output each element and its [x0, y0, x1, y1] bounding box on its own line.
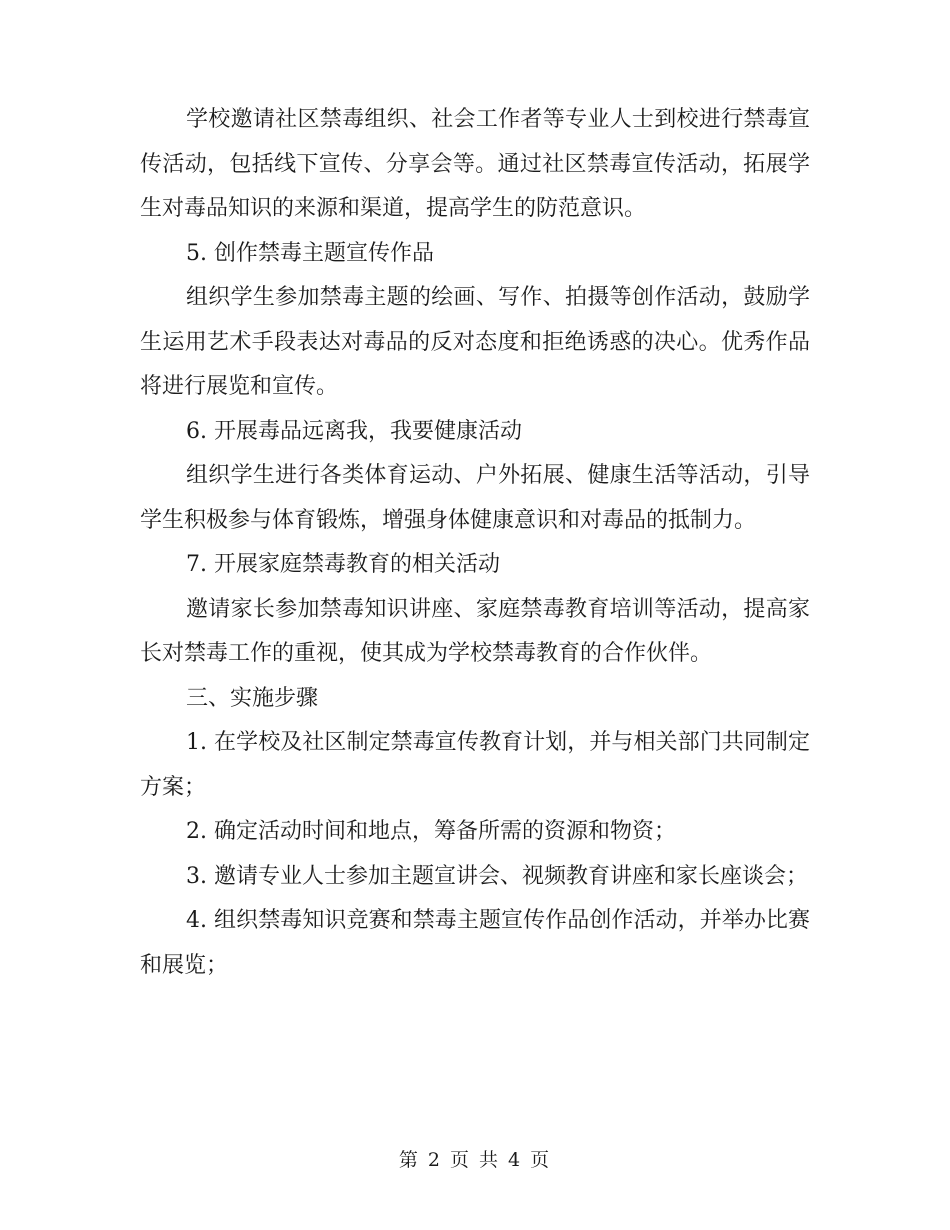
section-heading-implementation: 三、实施步骤	[186, 685, 319, 711]
page-number-footer: 第 2 页 共 4 页	[398, 1149, 552, 1171]
paragraph-community-activity: 学校邀请社区禁毒组织、社会工作者等专业人士到校进行禁毒宣传活动，包括线下宣传、分享会等。通过社区禁毒宣传活动，拓展学生对毒品知识的来源和渠道，提高学生的防范意识。	[140, 107, 810, 221]
heading-item-5: 5. 创作禁毒主题宣传作品	[186, 240, 434, 266]
paragraph-family-education: 邀请家长参加禁毒知识讲座、家庭禁毒教育培训等活动，提高家长对禁毒工作的重视，使其成为学校禁毒教育的合作伙伴。	[140, 596, 810, 666]
paragraph-health-activities: 组织学生进行各类体育运动、户外拓展、健康生活等活动，引导学生积极参与体育锻炼，增强身体健康意识和对毒品的抵制力。	[140, 463, 810, 533]
document-body	[140, 98, 810, 988]
heading-item-6: 6. 开展毒品远离我，我要健康活动	[186, 418, 522, 444]
paragraph-creative-works: 组织学生参加禁毒主题的绘画、写作、拍摄等创作活动，鼓励学生运用艺术手段表达对毒品的反对态度和拒绝诱惑的决心。优秀作品将进行展览和宣传。	[140, 285, 810, 399]
step-3: 3. 邀请专业人士参加主题宣讲会、视频教育讲座和家长座谈会；	[186, 863, 808, 889]
step-4: 4. 组织禁毒知识竞赛和禁毒主题宣传作品创作活动，并举办比赛和展览；	[140, 908, 810, 978]
heading-item-7: 7. 开展家庭禁毒教育的相关活动	[186, 552, 500, 577]
step-2: 2. 确定活动时间和地点，筹备所需的资源和物资；	[186, 819, 676, 844]
step-1: 1. 在学校及社区制定禁毒宣传教育计划，并与相关部门共同制定方案；	[140, 730, 810, 800]
